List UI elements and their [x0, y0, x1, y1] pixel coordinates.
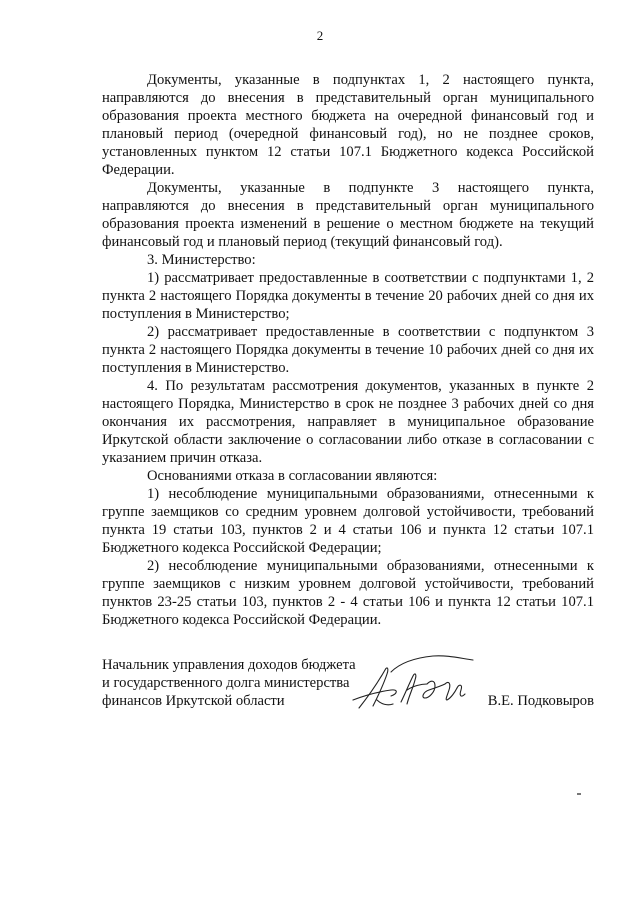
paragraph: 3. Министерство: [147, 252, 256, 268]
paragraph: 2) несоблюдение муниципальными образованиями, отнесенными к группе заемщиков с низким уровнем долговой устойчивости, требований пунктов 23-25 статьи 103, пунктов 2 - 4 статьи 106 и пункта 12 статьи 107.1 Бюджетного кодекса Российской Федерации. [102, 558, 594, 628]
paragraph: Основаниями отказа в согласовании являются: [147, 468, 438, 484]
paragraph: 1) рассматривает предоставленные в соответствии с подпунктами 1, 2 пункта 2 настоящего Порядка документы в течение 20 рабочих дней со дня их поступления в Министерство; [102, 270, 594, 322]
handwritten-signature [347, 650, 497, 720]
signer-name: В.Е. Подковыров [487, 693, 594, 709]
paragraph: 4. По результатам рассмотрения документов, указанных в пункте 2 настоящего Порядка, Министерство в срок не позднее 3 рабочих дней со дня окончания их рассмотрения, направляет в муниципальное образование Иркутской области заключение о согласовании либо отказе в согласовании с указанием причин отказа. [102, 378, 594, 466]
paragraph: 2) рассматривает предоставленные в соответствии с подпунктом 3 пункта 2 настоящего Порядка документы в течение 10 рабочих дней со дня их поступления в Министерство. [102, 324, 594, 376]
document-body [102, 71, 594, 629]
signer-title-line: Начальник управления доходов бюджета [102, 657, 356, 673]
page-number: 2 [316, 28, 324, 43]
scan-dot [577, 793, 581, 795]
paragraph: 1) несоблюдение муниципальными образованиями, отнесенными к группе заемщиков со средним уровнем долговой устойчивости, требований пункта 19 статьи 103, пунктов 2 и 4 статьи 106 и пункта 12 статьи 107.1 Бюджетного кодекса Российской Федерации; [102, 486, 594, 556]
signer-title [102, 656, 372, 710]
signature-block [102, 656, 594, 726]
paragraph: Документы, указанные в подпунктах 1, 2 настоящего пункта, направляются до внесения в представительный орган муниципального образования проекта местного бюджета на очередной финансовый год и плановый период (очередной финансовый год), но не позднее сроков, установленных пунктом 12 статьи 107.1 Бюджетного кодекса Российской Федерации. [102, 72, 594, 178]
signer-title-line: и государственного долга министерства [102, 675, 350, 691]
signer-title-line: финансов Иркутской области [102, 693, 285, 709]
paragraph: Документы, указанные в подпункте 3 настоящего пункта, направляются до внесения в представительный орган муниципального образования проекта изменений в решение о местном бюджете на текущий финансовый год и плановый период (текущий финансовый год). [102, 180, 594, 250]
